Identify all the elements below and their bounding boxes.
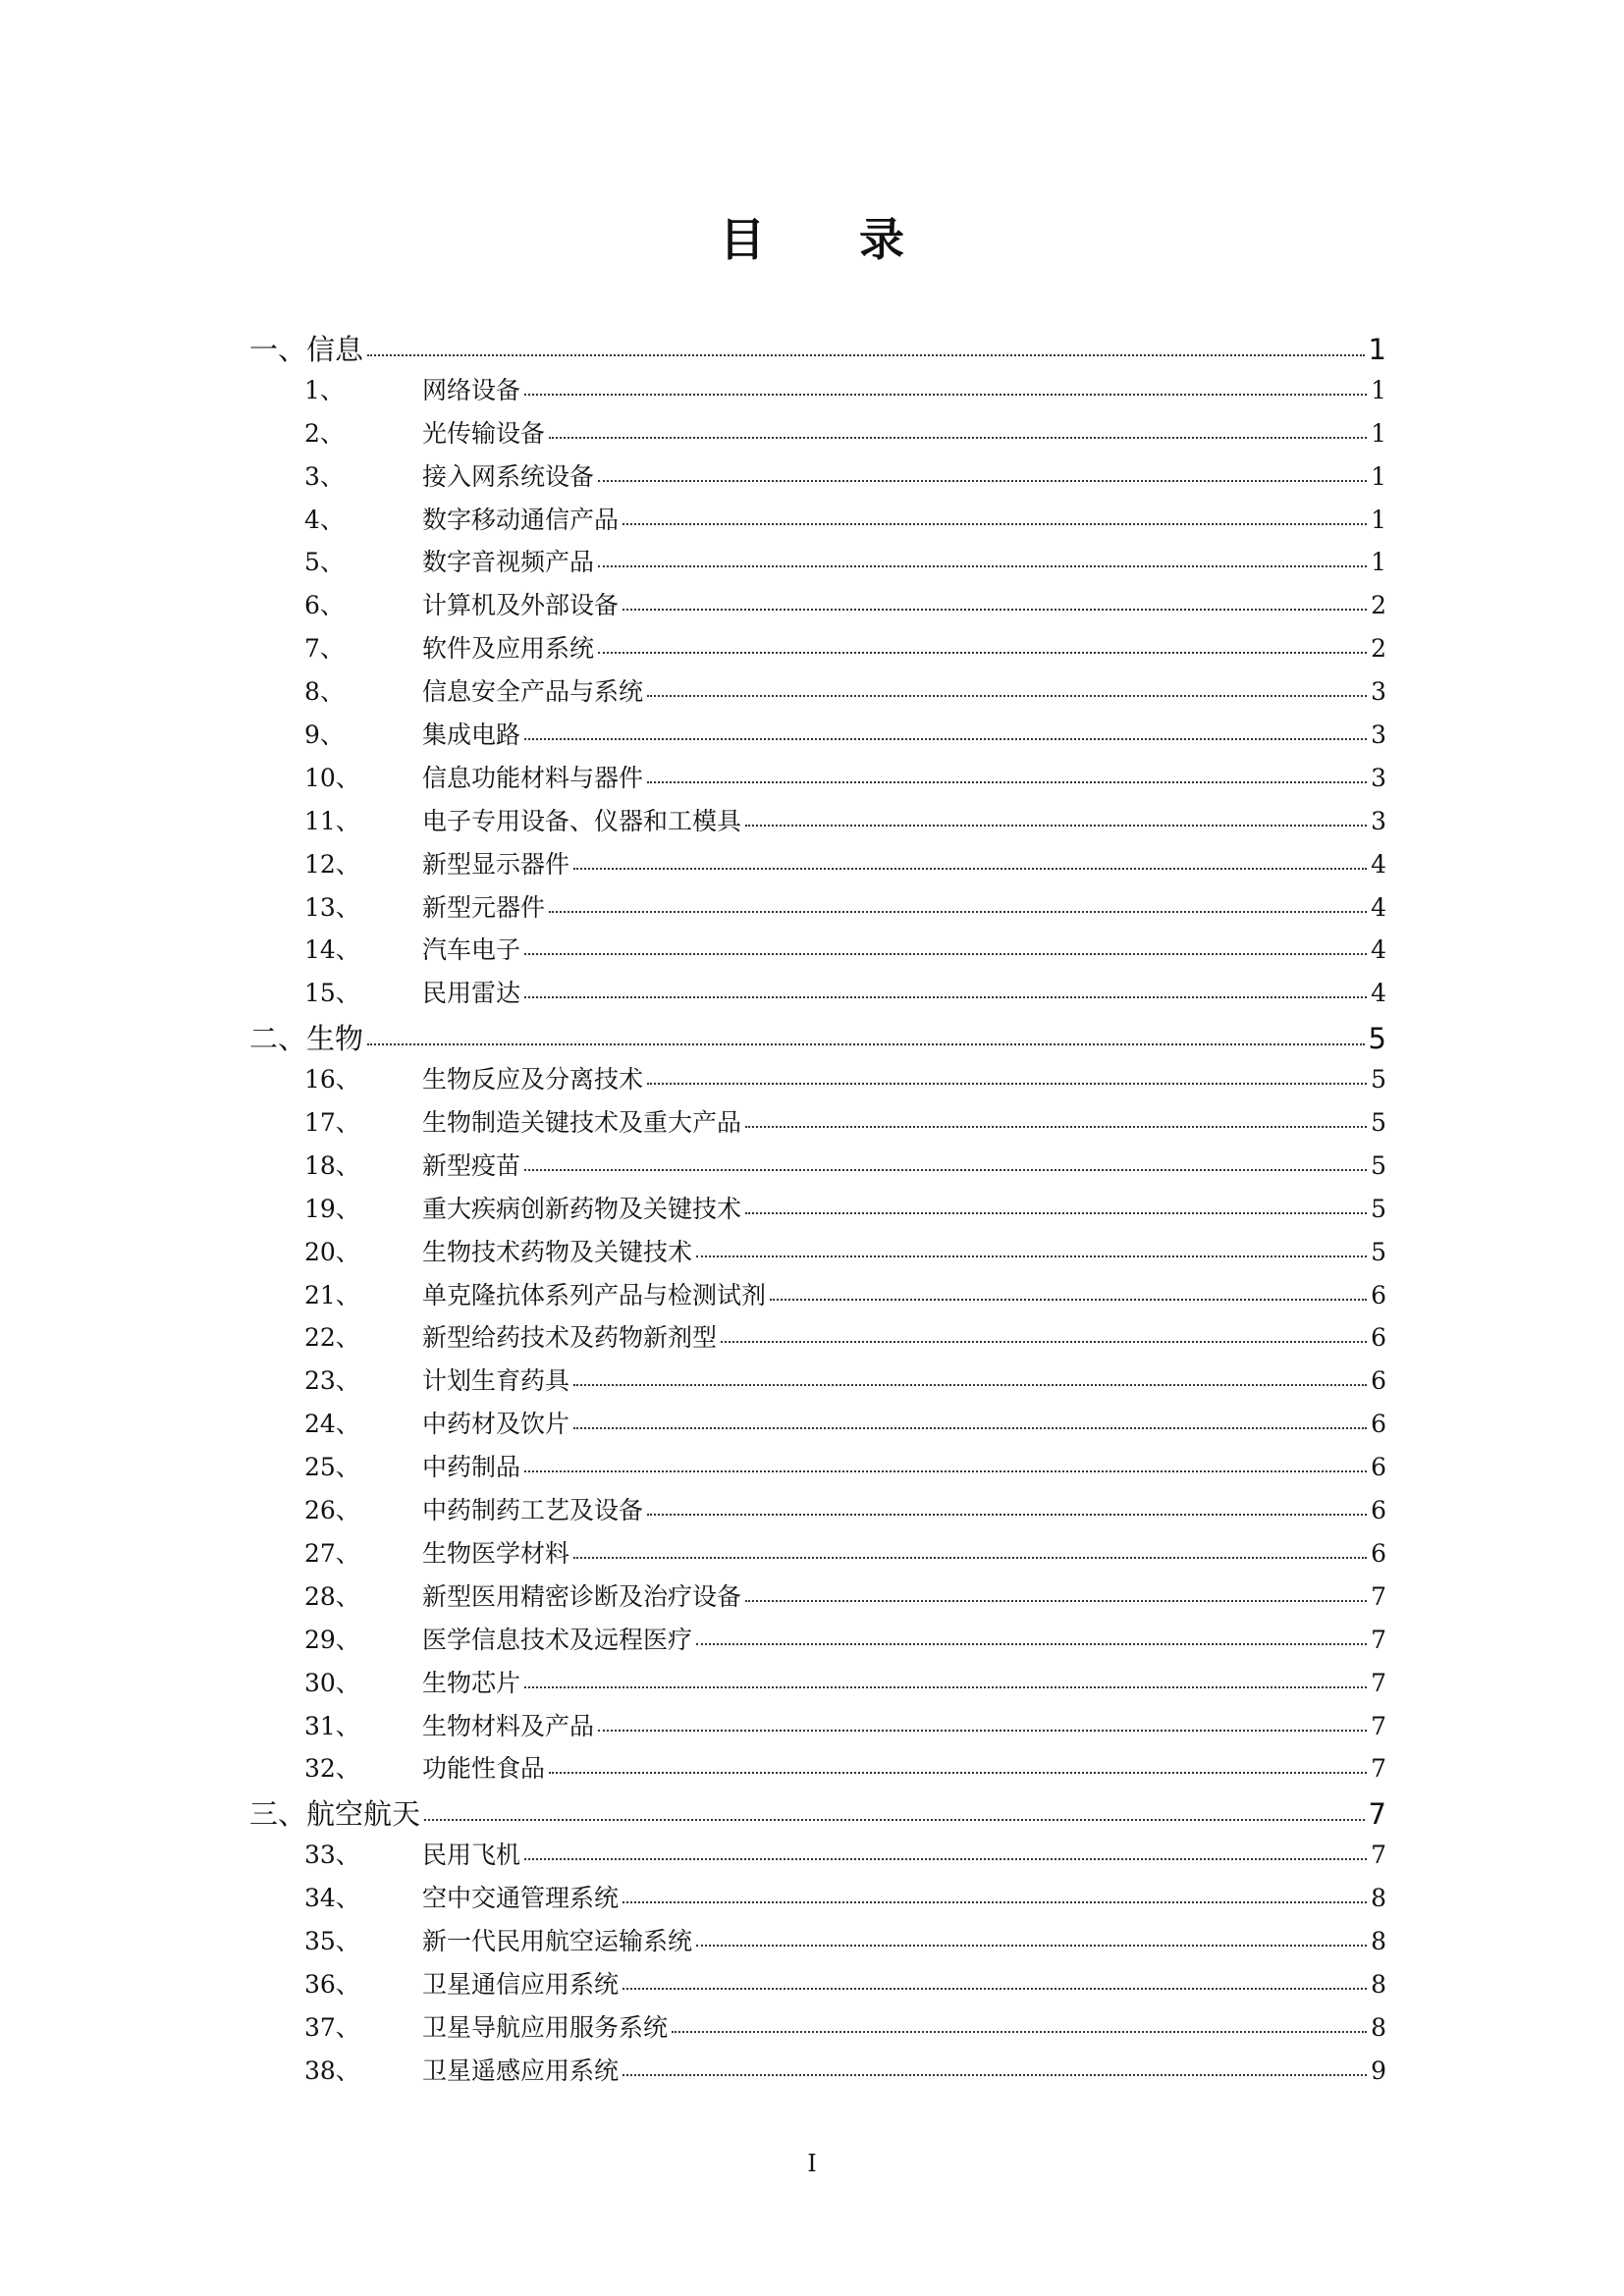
item-title: 网络设备 <box>422 375 521 404</box>
toc-title: 目 录 <box>719 213 944 266</box>
item-number: 22、 <box>304 1323 360 1353</box>
item-page-number: 2 <box>1371 591 1386 620</box>
item-number: 11、 <box>304 806 360 835</box>
toc-item-entry[interactable] <box>249 1276 1386 1319</box>
dot-leader <box>424 1819 1365 1821</box>
dot-leader <box>623 2074 1367 2076</box>
section-label: 一、信息 <box>249 333 364 366</box>
toc-item-entry[interactable] <box>249 1060 1386 1103</box>
item-page-number: 8 <box>1371 1926 1386 1955</box>
toc-item-entry[interactable] <box>249 501 1386 544</box>
dot-leader <box>647 781 1367 783</box>
item-number: 10、 <box>304 763 360 792</box>
dot-leader <box>524 953 1367 955</box>
item-page-number: 7 <box>1371 1754 1386 1784</box>
dot-leader <box>623 1901 1367 1903</box>
toc-item-entry[interactable] <box>249 1922 1386 1965</box>
item-title: 新型给药技术及药物新剂型 <box>422 1323 718 1353</box>
item-page-number: 7 <box>1371 1581 1386 1611</box>
toc-item-entry[interactable] <box>249 716 1386 759</box>
item-title: 民用雷达 <box>422 979 521 1008</box>
item-number: 30、 <box>304 1668 360 1697</box>
page-number-footer: I <box>807 2150 817 2177</box>
item-title: 集成电路 <box>422 721 521 750</box>
item-title: 生物反应及分离技术 <box>422 1065 644 1095</box>
toc-item-entry[interactable] <box>249 931 1386 974</box>
item-number: 26、 <box>304 1496 360 1525</box>
item-page-number: 7 <box>1371 1711 1386 1740</box>
item-page-number: 6 <box>1371 1453 1386 1482</box>
toc-item-entry[interactable] <box>249 1190 1386 1233</box>
section-page-number: 7 <box>1368 1797 1386 1832</box>
item-number: 12、 <box>304 849 360 879</box>
toc-item-entry[interactable] <box>249 1405 1386 1448</box>
dot-leader <box>745 1126 1367 1128</box>
item-title: 信息安全产品与系统 <box>422 677 644 707</box>
dot-leader <box>598 1730 1367 1732</box>
dot-leader <box>696 1945 1367 1947</box>
item-title: 生物技术药物及关键技术 <box>422 1237 693 1266</box>
item-page-number: 7 <box>1371 1668 1386 1697</box>
item-page-number: 4 <box>1371 935 1386 965</box>
toc-item-entry[interactable] <box>249 845 1386 888</box>
dot-leader <box>647 1083 1367 1085</box>
item-title: 新型元器件 <box>422 892 546 922</box>
toc-item-entry[interactable] <box>249 672 1386 716</box>
dot-leader <box>598 652 1367 654</box>
section-page-number: 1 <box>1368 333 1386 366</box>
item-title: 卫星遥感应用系统 <box>422 2056 620 2085</box>
dot-leader <box>598 565 1367 567</box>
item-number: 6、 <box>304 591 345 620</box>
dot-leader <box>524 996 1367 998</box>
toc-item-entry[interactable] <box>249 1621 1386 1664</box>
item-number: 36、 <box>304 1969 360 1999</box>
item-number: 32、 <box>304 1754 360 1784</box>
item-title: 光传输设备 <box>422 418 546 448</box>
item-title: 汽车电子 <box>422 935 521 965</box>
item-number: 14、 <box>304 935 360 965</box>
item-page-number: 1 <box>1371 375 1386 404</box>
dot-leader <box>524 394 1367 396</box>
item-title: 中药材及饮片 <box>422 1410 570 1439</box>
item-page-number: 1 <box>1371 461 1386 491</box>
dot-leader <box>745 1212 1367 1214</box>
item-number: 38、 <box>304 2056 360 2085</box>
item-number: 16、 <box>304 1065 360 1095</box>
item-title: 生物芯片 <box>422 1668 521 1697</box>
item-number: 7、 <box>304 634 345 664</box>
dot-leader <box>524 1169 1367 1171</box>
item-title: 新型疫苗 <box>422 1150 521 1180</box>
item-number: 27、 <box>304 1538 360 1568</box>
toc-item-entry[interactable] <box>249 1233 1386 1276</box>
item-number: 8、 <box>304 677 345 707</box>
section-label: 二、生物 <box>249 1022 364 1056</box>
item-title: 空中交通管理系统 <box>422 1884 620 1913</box>
dot-leader <box>524 1858 1367 1860</box>
item-number: 37、 <box>304 2012 360 2042</box>
dot-leader <box>623 523 1367 525</box>
item-page-number: 9 <box>1371 2056 1386 2085</box>
item-page-number: 3 <box>1371 806 1386 835</box>
item-page-number: 8 <box>1371 1884 1386 1913</box>
item-title: 卫星通信应用系统 <box>422 1969 620 1999</box>
item-page-number: 1 <box>1371 418 1386 448</box>
item-page-number: 6 <box>1371 1323 1386 1353</box>
item-title: 电子专用设备、仪器和工模具 <box>422 806 742 835</box>
dot-leader <box>745 1600 1367 1602</box>
item-page-number: 6 <box>1371 1538 1386 1568</box>
item-number: 29、 <box>304 1625 360 1654</box>
toc-item-entry[interactable] <box>249 1707 1386 1750</box>
dot-leader <box>367 354 1365 356</box>
dot-leader <box>549 911 1367 913</box>
dot-leader <box>524 1470 1367 1472</box>
dot-leader <box>524 1686 1367 1688</box>
item-number: 35、 <box>304 1926 360 1955</box>
toc-item-entry[interactable] <box>249 457 1386 501</box>
item-page-number: 4 <box>1371 979 1386 1008</box>
dot-leader <box>524 738 1367 740</box>
dot-leader <box>770 1299 1367 1301</box>
toc-section-entry[interactable] <box>249 1792 1386 1836</box>
item-number: 2、 <box>304 418 345 448</box>
dot-leader <box>573 1427 1367 1429</box>
item-number: 31、 <box>304 1711 360 1740</box>
toc-item-entry[interactable] <box>249 1664 1386 1707</box>
item-page-number: 6 <box>1371 1496 1386 1525</box>
item-title: 软件及应用系统 <box>422 634 595 664</box>
dot-leader <box>549 1772 1367 1774</box>
dot-leader <box>623 609 1367 611</box>
item-title: 功能性食品 <box>422 1754 546 1784</box>
dot-leader <box>623 1988 1367 1990</box>
item-number: 28、 <box>304 1581 360 1611</box>
item-page-number: 6 <box>1371 1366 1386 1396</box>
toc-item-entry[interactable] <box>249 888 1386 932</box>
section-label: 三、航空航天 <box>249 1797 421 1832</box>
dot-leader <box>549 437 1367 439</box>
dot-leader <box>647 1514 1367 1516</box>
toc-item-entry[interactable] <box>249 1749 1386 1792</box>
toc-item-entry[interactable] <box>249 371 1386 414</box>
item-number: 33、 <box>304 1841 360 1870</box>
item-number: 21、 <box>304 1280 360 1309</box>
item-page-number: 8 <box>1371 2012 1386 2042</box>
item-title: 新型显示器件 <box>422 849 570 879</box>
item-number: 34、 <box>304 1884 360 1913</box>
dot-leader <box>573 868 1367 870</box>
item-title: 数字音视频产品 <box>422 548 595 577</box>
item-number: 4、 <box>304 505 345 534</box>
item-page-number: 3 <box>1371 721 1386 750</box>
item-page-number: 2 <box>1371 634 1386 664</box>
item-number: 3、 <box>304 461 345 491</box>
toc-item-entry[interactable] <box>249 543 1386 586</box>
item-title: 计划生育药具 <box>422 1366 570 1396</box>
toc-section-entry[interactable] <box>249 1017 1386 1060</box>
item-page-number: 8 <box>1371 1969 1386 1999</box>
item-number: 5、 <box>304 548 345 577</box>
item-page-number: 1 <box>1371 548 1386 577</box>
dot-leader <box>721 1341 1367 1343</box>
toc-item-entry[interactable] <box>249 1534 1386 1577</box>
toc-item-entry[interactable] <box>249 974 1386 1017</box>
toc-item-entry[interactable] <box>249 1103 1386 1147</box>
toc-item-entry[interactable] <box>249 1879 1386 1922</box>
dot-leader <box>573 1384 1367 1386</box>
toc-item-entry[interactable] <box>249 759 1386 802</box>
item-number: 24、 <box>304 1410 360 1439</box>
item-page-number: 4 <box>1371 892 1386 922</box>
dot-leader <box>745 825 1367 827</box>
item-page-number: 5 <box>1371 1065 1386 1095</box>
item-title: 信息功能材料与器件 <box>422 763 644 792</box>
toc-item-entry[interactable] <box>249 414 1386 457</box>
toc-item-entry[interactable] <box>249 1318 1386 1362</box>
toc-item-entry[interactable] <box>249 1448 1386 1491</box>
item-title: 接入网系统设备 <box>422 461 595 491</box>
item-number: 18、 <box>304 1150 360 1180</box>
section-page-number: 5 <box>1368 1022 1386 1056</box>
toc-item-entry[interactable] <box>249 586 1386 629</box>
item-page-number: 1 <box>1371 505 1386 534</box>
item-title: 中药制药工艺及设备 <box>422 1496 644 1525</box>
item-number: 17、 <box>304 1108 360 1138</box>
toc-item-entry[interactable] <box>249 629 1386 672</box>
item-title: 中药制品 <box>422 1453 521 1482</box>
item-page-number: 7 <box>1371 1841 1386 1870</box>
table-of-contents <box>249 328 1386 2095</box>
toc-item-entry[interactable] <box>249 1491 1386 1534</box>
item-page-number: 5 <box>1371 1194 1386 1223</box>
item-page-number: 7 <box>1371 1625 1386 1654</box>
item-number: 19、 <box>304 1194 360 1223</box>
item-title: 计算机及外部设备 <box>422 591 620 620</box>
toc-item-entry[interactable] <box>249 2008 1386 2052</box>
toc-item-entry[interactable] <box>249 1362 1386 1405</box>
dot-leader <box>647 695 1367 697</box>
item-number: 1、 <box>304 375 345 404</box>
toc-item-entry[interactable] <box>249 802 1386 845</box>
item-title: 新一代民用航空运输系统 <box>422 1926 693 1955</box>
item-title: 卫星导航应用服务系统 <box>422 2012 669 2042</box>
toc-item-entry[interactable] <box>249 1836 1386 1879</box>
item-title: 民用飞机 <box>422 1841 521 1870</box>
item-title: 生物医学材料 <box>422 1538 570 1568</box>
dot-leader <box>598 480 1367 482</box>
dot-leader <box>672 2031 1367 2033</box>
item-title: 生物材料及产品 <box>422 1711 595 1740</box>
dot-leader <box>696 1255 1367 1257</box>
item-number: 25、 <box>304 1453 360 1482</box>
item-page-number: 5 <box>1371 1150 1386 1180</box>
item-page-number: 5 <box>1371 1237 1386 1266</box>
toc-section-entry[interactable] <box>249 328 1386 371</box>
item-page-number: 6 <box>1371 1410 1386 1439</box>
item-number: 20、 <box>304 1237 360 1266</box>
toc-item-entry[interactable] <box>249 1965 1386 2008</box>
dot-leader <box>696 1643 1367 1645</box>
item-page-number: 5 <box>1371 1108 1386 1138</box>
toc-item-entry[interactable] <box>249 1147 1386 1190</box>
toc-item-entry[interactable] <box>249 2052 1386 2095</box>
item-number: 13、 <box>304 892 360 922</box>
item-title: 重大疾病创新药物及关键技术 <box>422 1194 742 1223</box>
item-title: 医学信息技术及远程医疗 <box>422 1625 693 1654</box>
toc-item-entry[interactable] <box>249 1577 1386 1621</box>
item-page-number: 3 <box>1371 677 1386 707</box>
item-title: 单克隆抗体系列产品与检测试剂 <box>422 1280 767 1309</box>
dot-leader <box>367 1043 1365 1045</box>
dot-leader <box>573 1557 1367 1559</box>
item-number: 15、 <box>304 979 360 1008</box>
item-title: 生物制造关键技术及重大产品 <box>422 1108 742 1138</box>
item-title: 新型医用精密诊断及治疗设备 <box>422 1581 742 1611</box>
item-page-number: 3 <box>1371 763 1386 792</box>
item-page-number: 6 <box>1371 1280 1386 1309</box>
item-number: 9、 <box>304 721 345 750</box>
item-title: 数字移动通信产品 <box>422 505 620 534</box>
item-number: 23、 <box>304 1366 360 1396</box>
item-page-number: 4 <box>1371 849 1386 879</box>
